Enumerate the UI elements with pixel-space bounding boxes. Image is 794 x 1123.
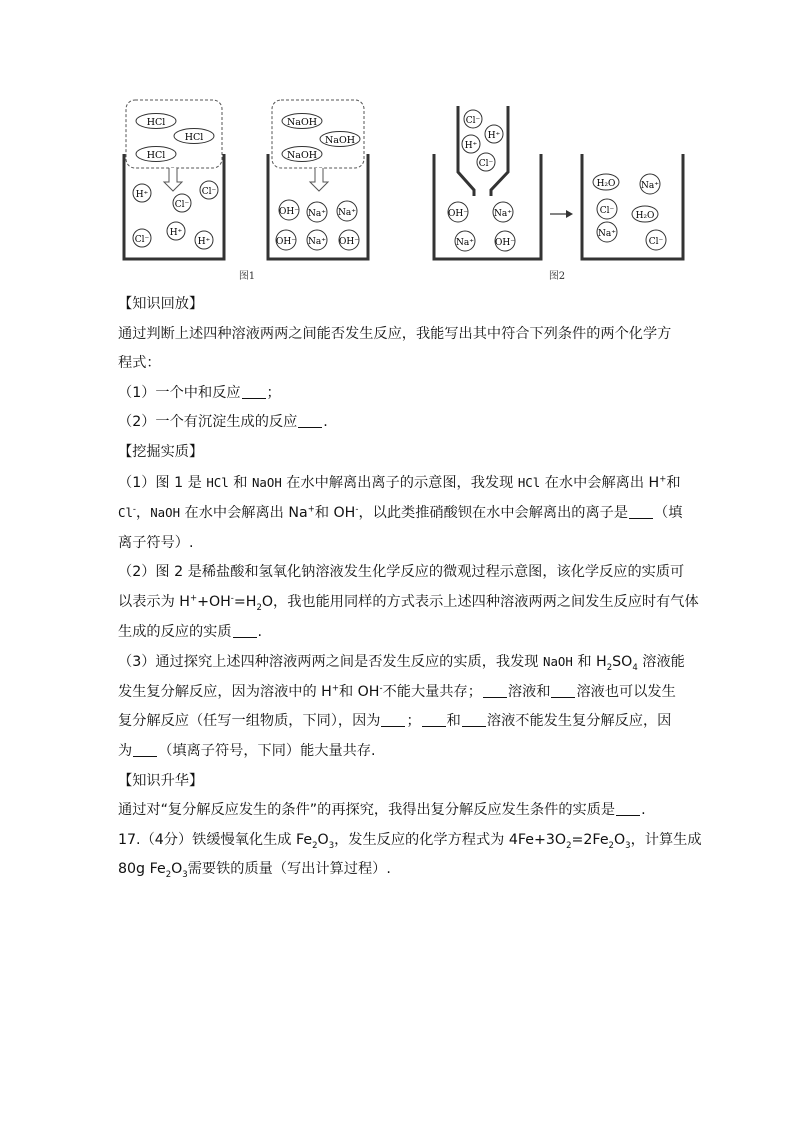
text-run: （填 (654, 505, 683, 522)
answer-blank[interactable] (616, 801, 640, 816)
ion-h-plus (462, 135, 480, 153)
section-heading (118, 767, 678, 797)
sub-question (118, 647, 685, 678)
subscript: 2 (312, 840, 318, 851)
svg-text:Cl⁻: Cl⁻ (465, 116, 481, 126)
svg-text:HCl: HCl (184, 132, 204, 143)
question-text (118, 290, 702, 885)
text-run: 以表示为 H (118, 593, 190, 610)
text-run: SO (612, 654, 633, 671)
formula: NaOH (150, 505, 181, 521)
answer-blank[interactable] (242, 384, 266, 399)
text-run: . (257, 623, 263, 640)
ion-na-plus (307, 202, 327, 222)
text-run: 溶液不能发生复分解反应，因 (486, 713, 672, 730)
svg-text:Cl⁻: Cl⁻ (174, 200, 190, 210)
svg-text:OH⁻: OH⁻ (495, 238, 515, 248)
ion-na-plus (337, 201, 357, 221)
answer-blank[interactable] (133, 742, 157, 757)
svg-text:H₂O: H₂O (635, 211, 655, 221)
answer-blank[interactable] (483, 683, 507, 698)
svg-text:H₂O: H₂O (596, 179, 616, 189)
text-run: . (641, 802, 646, 819)
ion-na-plus (493, 202, 513, 222)
ion-oh-minus (339, 230, 359, 250)
subscript: 3 (625, 840, 631, 851)
ion-na-plus (597, 222, 617, 242)
subscript: 2 (566, 840, 572, 851)
svg-text:H⁺: H⁺ (487, 131, 501, 141)
paragraph (118, 349, 678, 379)
down-arrow-icon (164, 168, 182, 191)
paragraph (118, 320, 678, 350)
sub-question (118, 468, 681, 499)
svg-text:NaOH: NaOH (286, 117, 318, 128)
svg-text:Cl⁻: Cl⁻ (648, 237, 664, 247)
superscript: + (189, 593, 198, 604)
superscript: - (230, 593, 234, 604)
subscript: 2 (608, 840, 614, 851)
svg-text:Na⁺: Na⁺ (641, 181, 659, 191)
ion-h-plus (167, 222, 185, 240)
text-run: ，发生反应的化学方程式为 4Fe+3O (334, 831, 567, 848)
ion-na-plus (455, 231, 475, 251)
ion-cl-minus (173, 194, 191, 212)
text-run: 溶液和 (507, 683, 551, 700)
svg-text:Na⁺: Na⁺ (598, 229, 616, 239)
svg-text:HCl: HCl (146, 117, 166, 128)
paragraph (118, 498, 683, 529)
text-run: 溶液也可以发生 (576, 683, 676, 700)
ion-cl-minus (646, 230, 666, 250)
text-run: （3）通过探究上述四种溶液两两之间是否发生反应的实质，我发现 (118, 654, 543, 671)
formula: Cl (118, 505, 133, 521)
text-run: （2）一个有沉淀生成的反应 (118, 414, 298, 431)
text-run: ， (136, 505, 151, 522)
formula: NaOH (251, 474, 282, 490)
paragraph (118, 588, 699, 618)
naoh-molecule (282, 147, 322, 162)
paragraph (118, 707, 678, 737)
down-arrow-icon (310, 168, 328, 191)
ion-cl-minus (597, 199, 617, 219)
text-run: 在水中会解离出 H (540, 474, 660, 491)
paragraph (118, 737, 678, 767)
subscript: 2 (606, 662, 613, 673)
svg-text:OH⁻: OH⁻ (448, 209, 468, 219)
ion-oh-minus (495, 231, 515, 251)
ion-cl-minus (464, 110, 482, 128)
svg-text:Cl⁻: Cl⁻ (201, 187, 217, 197)
paragraph (118, 618, 678, 648)
svg-text:OH⁻: OH⁻ (279, 207, 299, 217)
text-run: O (317, 831, 329, 848)
text-run: 80g Fe (118, 861, 166, 878)
answer-blank[interactable] (629, 504, 653, 519)
ion-cl-minus (477, 153, 495, 171)
text-run: O (613, 831, 626, 848)
text-run: +OH (197, 593, 231, 610)
text-run: =2Fe (571, 831, 609, 848)
text-run: O，我也能用同样的方式表示上述四种溶液两两之间发生反应时有气体 (261, 593, 699, 610)
subscript: 2 (256, 602, 262, 613)
sub-question (118, 379, 678, 409)
superscript: + (307, 504, 315, 515)
ion-oh-minus (448, 202, 468, 222)
answer-blank[interactable] (462, 712, 486, 727)
svg-text:Na⁺: Na⁺ (308, 237, 326, 247)
text-run: 在水中解离出离子的示意图，我发现 (281, 474, 518, 491)
ion-cl-minus (200, 181, 218, 199)
text-run: 和 OH (338, 683, 380, 700)
fig2-caption: 图2 (548, 271, 566, 282)
answer-blank[interactable] (422, 712, 446, 727)
svg-text:Na⁺: Na⁺ (308, 209, 326, 219)
fig2-left-beaker-group (434, 106, 541, 259)
subscript: 3 (328, 840, 335, 851)
ion-h-plus (485, 125, 503, 143)
section-heading (118, 438, 678, 468)
naoh-molecule (320, 132, 360, 147)
svg-text:Na⁺: Na⁺ (338, 208, 356, 218)
text-run: 程式： (118, 355, 161, 372)
superscript: + (331, 682, 339, 693)
sub-question (118, 408, 678, 438)
text-run: . (323, 414, 328, 431)
formula: HCl (206, 474, 229, 490)
svg-text:NaOH: NaOH (286, 150, 318, 161)
text-run: ； (266, 384, 281, 401)
svg-text:NaOH: NaOH (324, 135, 356, 146)
text-run: （填离子符号，下同）能大量共存. (158, 742, 376, 759)
fig1-caption: 图1 (238, 271, 256, 282)
text-run: ； (406, 713, 421, 730)
heading-text: 【挖掘实质】 (118, 443, 204, 460)
answer-blank[interactable] (298, 413, 322, 428)
question-17 (118, 826, 702, 856)
svg-text:H⁺: H⁺ (197, 237, 211, 247)
svg-text:OH⁻: OH⁻ (339, 237, 359, 247)
text-run: 和 (446, 713, 461, 730)
svg-text:H⁺: H⁺ (169, 228, 183, 238)
paragraph (118, 678, 678, 708)
subscript: 4 (632, 662, 638, 673)
ion-oh-minus (276, 230, 296, 250)
superscript: - (355, 504, 359, 515)
ion-na-plus (307, 230, 327, 250)
svg-text:HCl: HCl (146, 150, 166, 161)
text-run: ，以此类推硝酸钡在水中会解离出的离子是 (358, 505, 629, 522)
paragraph (118, 796, 678, 826)
answer-blank[interactable] (233, 623, 257, 638)
water-molecule (593, 174, 619, 190)
text-run: 和 (666, 474, 681, 491)
hcl-molecule (136, 147, 176, 162)
hcl-molecule (174, 129, 214, 144)
text-run: 生成的反应的实质 (118, 623, 232, 640)
naoh-molecule (282, 114, 322, 129)
ion-h-plus (195, 231, 213, 249)
text-run: 复分解反应（任写一组物质，下同），因为 (118, 713, 381, 730)
right-arrow-icon (550, 210, 573, 218)
text-run: 溶液能 (637, 654, 685, 671)
text-run: 和 (228, 474, 252, 491)
superscript: + (659, 473, 667, 484)
text-run: 不能大量共存； (382, 683, 482, 700)
formula: HCl (517, 474, 541, 490)
svg-text:Cl⁻: Cl⁻ (478, 159, 494, 169)
text-run: ，计算生成 (630, 831, 702, 848)
section-heading (118, 290, 678, 320)
heading-text: 【知识回放】 (118, 296, 204, 312)
ion-cl-minus (133, 229, 151, 247)
ion-diagram-figure (100, 96, 700, 288)
text-run: 17.（4分）铁缓慢氧化生成 Fe (118, 831, 313, 848)
paragraph (118, 855, 678, 885)
text-run: O (171, 861, 183, 878)
subscript: 3 (182, 870, 188, 881)
text-run: （1）图 1 是 (118, 474, 207, 491)
text-run: 需要铁的质量（写出计算过程）. (187, 861, 391, 878)
superscript: - (132, 504, 136, 515)
answer-blank[interactable] (381, 712, 405, 727)
text-run: 通过判断上述四种溶液两两之间能否发生反应，我能写出其中符合下列条件的两个化学方 (118, 325, 672, 342)
fig2-right-beaker-group (582, 154, 683, 259)
ion-oh-minus (279, 200, 299, 220)
text-run: 和 OH (314, 505, 356, 522)
sub-question (118, 558, 685, 588)
text-run: 发生复分解反应，因为溶液中的 H (118, 683, 332, 700)
water-molecule (632, 206, 658, 222)
text-run: 为 (118, 742, 133, 759)
text-run: =H (233, 593, 257, 610)
svg-text:Na⁺: Na⁺ (456, 238, 474, 248)
text-run: 离子符号）. (118, 534, 194, 551)
svg-text:Cl⁻: Cl⁻ (599, 206, 615, 216)
text-run: （2）图 2 是稀盐酸和氢氧化钠溶液发生化学反应的微观过程示意图，该化学反应的实质可 (118, 564, 685, 581)
text-run: 通过对“复分解反应发生的条件”的再探究，我得出复分解反应发生条件的实质是 (118, 802, 616, 819)
answer-blank[interactable] (551, 683, 575, 698)
paragraph (118, 529, 678, 559)
superscript: - (379, 682, 383, 693)
ion-na-plus (640, 174, 660, 194)
subscript: 2 (165, 870, 172, 881)
hcl-molecule (136, 114, 176, 129)
svg-text:H⁺: H⁺ (464, 141, 478, 151)
svg-text:OH⁻: OH⁻ (276, 237, 296, 247)
svg-text:Cl⁻: Cl⁻ (134, 235, 150, 245)
hcl-beaker-group (124, 100, 224, 259)
text-run: （1）一个中和反应 (118, 384, 241, 401)
text-run: 在水中会解离出 Na (180, 505, 308, 522)
formula: NaOH (542, 654, 573, 670)
svg-text:Na⁺: Na⁺ (494, 209, 512, 219)
ion-h-plus (133, 184, 151, 202)
text-run: 和 H (572, 654, 607, 671)
naoh-beaker-group (268, 100, 368, 259)
svg-text:H⁺: H⁺ (135, 190, 149, 200)
heading-text: 【知识升华】 (118, 772, 204, 789)
